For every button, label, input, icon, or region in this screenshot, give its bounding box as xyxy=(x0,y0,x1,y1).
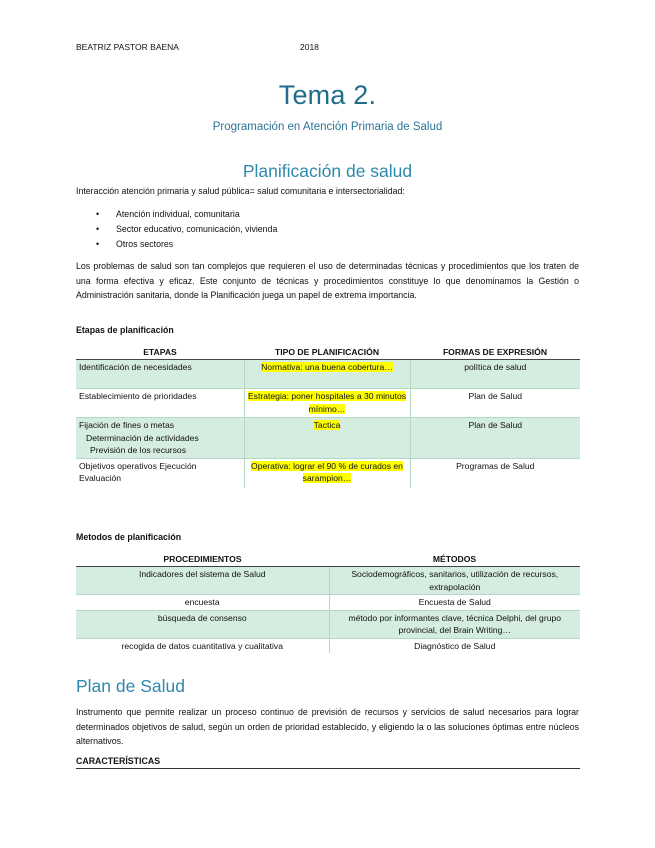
highlighted-text: Operativa: lograr el 90 % de curados en sarampion… xyxy=(251,460,403,483)
table-row xyxy=(76,638,580,653)
table-cell: política de salud xyxy=(410,360,580,389)
paragraph-plan-de-salud: Instrumento que permite realizar un proceso continuo de previsión de recursos y servicios de salud necesarios para lograr determinados objetivos de salud, según un orden de prioridad establecido, y eligiendo la o las soluciones óptimas entre núcleos alternativos. xyxy=(76,707,579,746)
section-heading-planificacion: Planificación de salud xyxy=(242,161,413,181)
table-row xyxy=(76,389,580,418)
highlighted-text: Normativa: una buena cobertura… xyxy=(261,362,393,372)
metodos-table xyxy=(76,552,580,653)
column-header-tipo: TIPO DE PLANIFICACIÓN xyxy=(244,345,410,360)
list-item xyxy=(96,207,277,222)
table-cell: Programas de Salud xyxy=(410,458,580,488)
list-item xyxy=(96,222,277,237)
cell-line: Previsión de los recursos xyxy=(90,445,187,455)
column-header-procedimientos: PROCEDIMIENTOS xyxy=(76,552,329,567)
table-cell: método por informantes clave, técnica Delphi, del grupo provincial, del Brain Writing… xyxy=(329,610,580,638)
etapas-label: Etapas de planificación xyxy=(76,325,174,335)
table-cell: Identificación de necesidades xyxy=(76,360,244,389)
table-row xyxy=(76,458,580,488)
section-heading-plan-de-salud: Plan de Salud xyxy=(76,676,185,696)
cell-line: Determinación de actividades xyxy=(86,432,199,443)
bullet-icon: • xyxy=(96,224,100,235)
table-cell: Plan de Salud xyxy=(410,389,580,418)
table-cell: Establecimiento de prioridades xyxy=(76,389,244,418)
table-cell: Indicadores del sistema de Salud xyxy=(76,567,329,595)
bullet-icon: • xyxy=(96,239,100,250)
paragraph-gestion: Los problemas de salud son tan complejos que requieren el uso de determinadas técnicas y procedimientos que los traten de una forma efectiva y eficaz. Este conjunto de técnicas y procedimientos constituye lo que denominamos la Gestión o Administración sanitaria, donde la Planificación juega un papel de extrema importancia. xyxy=(76,261,579,300)
list-item-text: Otros sectores xyxy=(116,239,174,250)
list-item-text: Atención individual, comunitaria xyxy=(116,209,240,219)
list-item-text: Sector educativo, comunicación, vivienda xyxy=(116,224,278,235)
table-cell: Diagnóstico de Salud xyxy=(329,638,580,653)
bullet-icon: • xyxy=(96,209,100,219)
table-cell xyxy=(244,418,410,459)
subheading-caracteristicas: CARACTERÍSTICAS xyxy=(76,756,580,769)
bullet-list xyxy=(96,207,277,253)
table-cell: encuesta xyxy=(76,595,329,611)
table-cell: búsqueda de consenso xyxy=(76,610,329,638)
list-item xyxy=(96,237,277,252)
table-row xyxy=(76,360,580,389)
page-subtitle: Programación en Atención Primaria de Salud xyxy=(212,121,443,133)
table-cell: Encuesta de Salud xyxy=(329,595,580,611)
metodos-label: Metodos de planificación xyxy=(76,532,182,542)
table-cell: Plan de Salud xyxy=(410,418,580,459)
header-year: 2018 xyxy=(300,42,319,52)
page-title: Tema 2. xyxy=(278,80,377,110)
table-cell: Sociodemográficos, sanitarios, utilización de recursos, extrapolación xyxy=(329,567,580,595)
table-row xyxy=(76,418,580,459)
table-cell xyxy=(244,458,410,488)
highlighted-text: Tactica xyxy=(313,420,341,430)
highlighted-text: Estrategia: poner hospitales a 30 minutos mínimo… xyxy=(247,391,407,414)
column-header-formas: FORMAS DE EXPRESIÓN xyxy=(410,345,580,360)
intro-text: Interacción atención primaria y salud pública= salud comunitaria e intersectorialidad: xyxy=(76,186,405,196)
table-cell: recogida de datos cuantitativa y cualitativa xyxy=(76,638,329,653)
column-header-etapas: ETAPAS xyxy=(76,345,244,360)
table-cell xyxy=(244,389,410,418)
table-row xyxy=(76,595,580,611)
header-author: BEATRIZ PASTOR BAENA xyxy=(76,42,179,52)
table-cell: Objetivos operativos Ejecución Evaluación xyxy=(76,458,244,488)
table-row xyxy=(76,610,580,638)
etapas-table xyxy=(76,345,580,488)
column-header-metodos: MÉTODOS xyxy=(329,552,580,567)
table-cell xyxy=(244,360,410,389)
table-cell xyxy=(76,418,244,459)
cell-line: Fijación de fines o metas xyxy=(79,420,175,430)
table-row xyxy=(76,567,580,595)
